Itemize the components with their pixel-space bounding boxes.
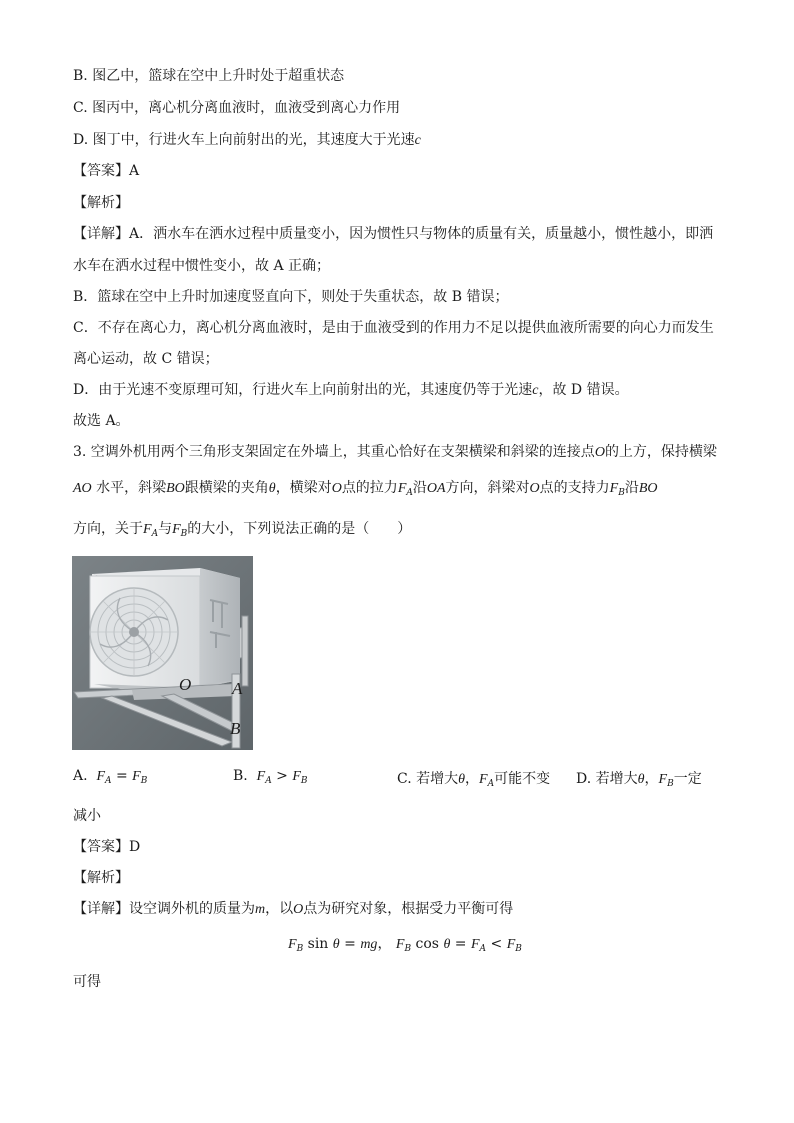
option-b-prev: B. 图乙中，篮球在空中上升时处于超重状态 [73, 68, 345, 84]
q2-detail-line3: B．篮球在空中上升时加速度竖直向下，则处于失重状态，故 B 错误； [73, 289, 509, 305]
q2-detail-line6: D．由于光速不变原理可知，行进火车上向前射出的光，其速度仍等于光速c，故 D 错误。 [73, 382, 629, 398]
q3-formula: $F_B$ sin θ = mg， $F_B$ $\cos \theta = F_A < F_B$ [288, 936, 522, 954]
q3-analysis-label: 【解析】 [73, 870, 129, 886]
q2-analysis-label: 【解析】 [73, 195, 129, 211]
q3-stem-line2: AO 水平，斜梁BO跟横梁的夹角θ，横梁对O点的拉力$F_A$沿OA方向，斜梁对O点的支持力$F_B$沿BO [73, 480, 658, 498]
q3-option-b: B. $F_A > F_B$ [233, 768, 308, 786]
q3-option-c: C. 若增大θ，$F_A$可能不变 [397, 771, 551, 789]
label-o: O [179, 675, 192, 694]
q2-answer: 【答案】A [73, 163, 140, 179]
option-c-prev: C. 图丙中，离心机分离血液时，血液受到离心力作用 [73, 100, 401, 116]
q3-option-d: D. 若增大θ，$F_B$一定 [576, 771, 702, 789]
q3-stem-line3: 方向，关于$F_A$与$F_B$的大小，下列说法正确的是（ ） [73, 521, 412, 539]
q3-result: 可得 [73, 974, 101, 990]
q3-options [73, 768, 753, 790]
ac-unit-figure [72, 556, 253, 750]
q3-option-d-wrap: 减小 [73, 808, 101, 824]
ac-unit-illustration [72, 556, 253, 750]
label-a: A [232, 679, 243, 698]
q3-stem-line1: 3. 空调外机用两个三角形支架固定在外墙上，其重心恰好在支架横梁和斜梁的连接点O的上方，保持横梁 [73, 444, 717, 460]
q2-detail-line1: 【详解】A．洒水车在洒水过程中质量变小，因为惯性只与物体的质量有关，质量越小，惯性越小，即洒 [73, 226, 714, 242]
q2-conclusion: 故选 A。 [73, 413, 130, 429]
label-b: B [230, 719, 241, 738]
q3-option-a: A. $F_A = F_B$ [73, 768, 148, 786]
q2-detail-line2: 水车在洒水过程中惯性变小，故 A 正确； [73, 258, 331, 274]
q2-detail-line4: C．不存在离心力，离心机分离血液时，是由于血液受到的作用力不足以提供血液所需要的向心力而发生 [73, 320, 714, 336]
option-d-prev: D. 图丁中，行进火车上向前射出的光，其速度大于光速c [73, 132, 421, 148]
q3-detail: 【详解】设空调外机的质量为m，以O点为研究对象，根据受力平衡可得 [73, 901, 514, 917]
q3-answer: 【答案】D [73, 839, 141, 855]
q2-detail-line5: 离心运动，故 C 错误； [73, 351, 219, 367]
